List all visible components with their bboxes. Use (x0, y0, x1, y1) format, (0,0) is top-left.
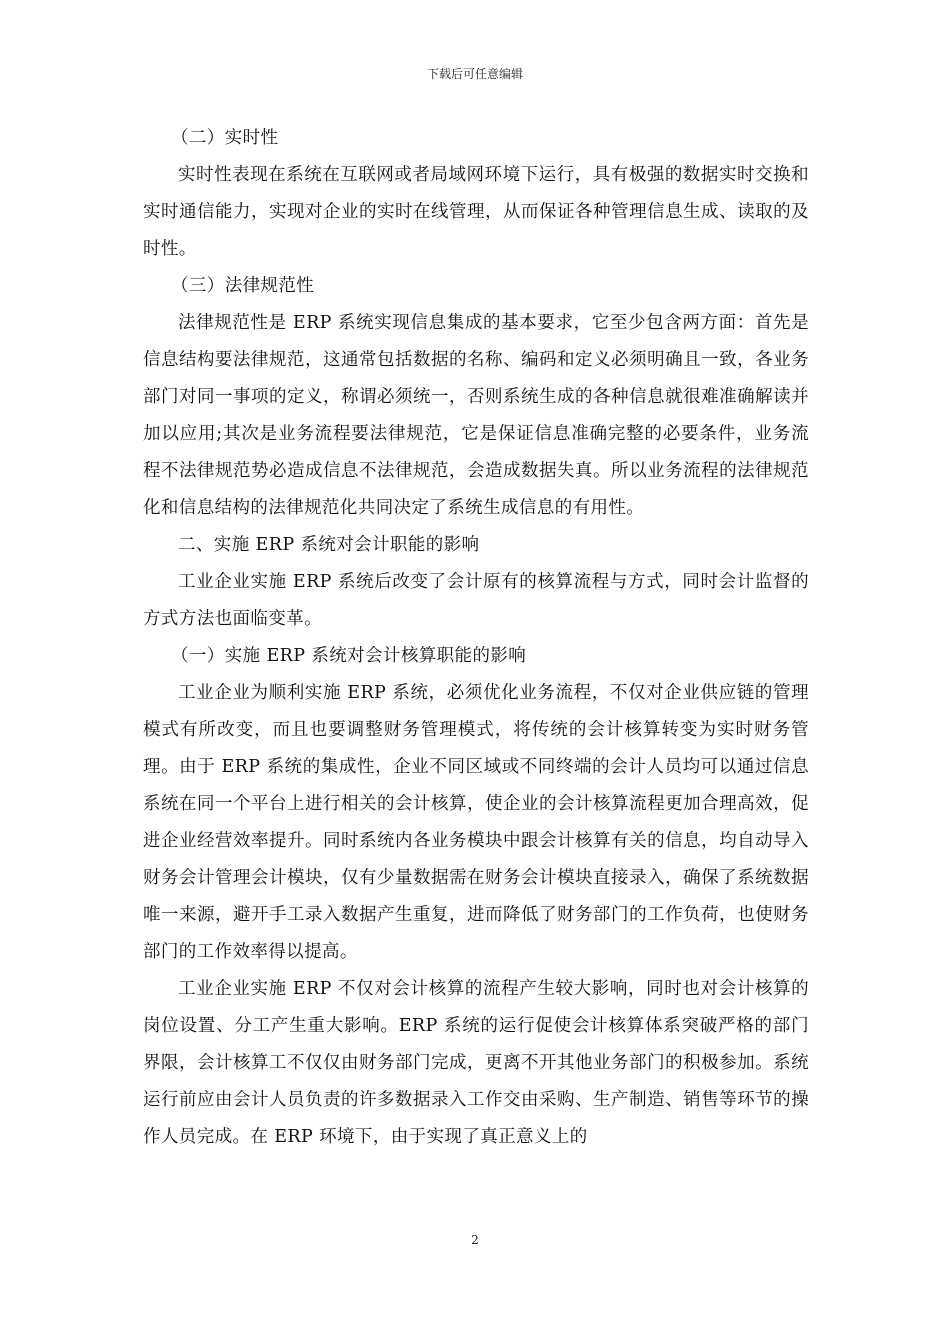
chapter-heading-erp-impact: 二、实施 ERP 系统对会计职能的影响 (178, 535, 480, 555)
paragraph-accounting-function: 工业企业为顺利实施 ERP 系统，必须优化业务流程，不仅对企业供应链的管理模式有所改变，而且也要调整财务管理模式，将传统的会计核算转变为实时财务管理。由于 ERP 系统的集成性，企业不同区域或不同终端的会计人员均可以通过信息系统在同一个平台上进行相关的会计核算，使企业的会计核算流程更加合理高效，促进企业经营效率提升。同时系统内各业务模块中跟会计核算有关的信息，均自动导入财务会计管理会计模块，仅有少量数据需在财务会计模块直接录入，确保了系统数据唯一来源，避开手工录入数据产生重复，进而降低了财务部门的工作负荷，也使财务部门的工作效率得以提高。 (143, 683, 809, 962)
paragraph-accounting-positions: 工业企业实施 ERP 不仅对会计核算的流程产生较大影响，同时也对会计核算的岗位设置、分工产生重大影响。ERP 系统的运行促使会计核算体系突破严格的部门界限，会计核算工不仅仅由财务部门完成，更离不开其他业务部门的积极参加。系统运行前应由会计人员负责的许多数据录入工作交由采购、生产制造、销售等环节的操作人员完成。在 ERP 环境下，由于实现了真正意义上的 (143, 979, 809, 1147)
document-body (143, 120, 809, 1156)
paragraph-erp-impact-intro: 工业企业实施 ERP 系统后改变了会计原有的核算流程与方式，同时会计监督的方式方法也面临变革。 (143, 572, 809, 629)
section-heading-realtime: （二）实时性 (171, 128, 279, 148)
section-heading-legal-norms: （三）法律规范性 (171, 276, 315, 296)
page-header: 下载后可任意编辑 (426, 67, 523, 81)
paragraph-realtime: 实时性表现在系统在互联网或者局域网环境下运行，具有极强的数据实时交换和实时通信能力，实现对企业的实时在线管理，从而保证各种管理信息生成、读取的及时性。 (143, 165, 809, 259)
section-heading-accounting-function: （一）实施 ERP 系统对会计核算职能的影响 (171, 646, 527, 666)
page-number: 2 (471, 1233, 479, 1247)
paragraph-legal-norms: 法律规范性是 ERP 系统实现信息集成的基本要求，它至少包含两方面：首先是信息结构要法律规范，这通常包括数据的名称、编码和定义必须明确且一致，各业务部门对同一事项的定义，称谓必须统一，否则系统生成的各种信息就很难准确解读并加以应用;其次是业务流程要法律规范，它是保证信息准确完整的必要条件，业务流程不法律规范势必造成信息不法律规范，会造成数据失真。所以业务流程的法律规范化和信息结构的法律规范化共同决定了系统生成信息的有用性。 (143, 313, 809, 518)
